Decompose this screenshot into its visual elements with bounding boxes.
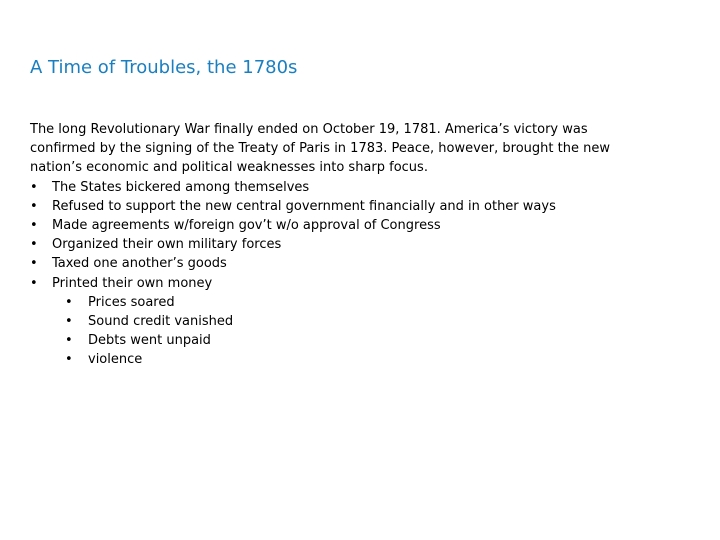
bullet-icon: • — [30, 198, 38, 214]
slide-title: A Time of Troubles, the 1780s — [30, 57, 298, 78]
sub-list-item — [30, 350, 620, 369]
bullet-list — [30, 178, 620, 293]
sub-list-item-text: Debts went unpaid — [88, 333, 211, 349]
sub-list-item-text: Sound credit vanished — [88, 314, 234, 330]
list-item — [30, 216, 620, 235]
bullet-icon: • — [65, 314, 73, 330]
bullet-icon: • — [30, 275, 38, 291]
list-item-text: Printed their own money — [52, 275, 213, 291]
list-item — [30, 197, 620, 216]
bullet-icon: • — [65, 352, 73, 368]
list-item-text: Made agreements w/foreign gov’t w/o approval of Congress — [52, 218, 441, 234]
bullet-icon: • — [65, 294, 73, 310]
bullet-icon: • — [30, 256, 38, 272]
list-item — [30, 274, 620, 293]
list-item-text: Refused to support the new central government financially and in other ways — [52, 198, 556, 214]
bullet-icon: • — [30, 179, 38, 195]
slide-body — [30, 120, 620, 370]
sub-list-item — [30, 312, 620, 331]
list-item — [30, 254, 620, 273]
intro-paragraph: The long Revolutionary War finally ended on October 19, 1781. America’s victory was confirmed by the signing of the Treaty of Paris in 1783. Peace, however, brought the new nation’s economic and political weaknesses into sharp focus. — [30, 122, 610, 176]
sub-list-item-text: violence — [88, 352, 143, 368]
sub-list-item — [30, 293, 620, 312]
list-item-text: Taxed one another’s goods — [52, 256, 227, 272]
list-item-text: Organized their own military forces — [52, 237, 282, 253]
list-item-text: The States bickered among themselves — [52, 179, 310, 195]
sub-list-item — [30, 331, 620, 350]
bullet-icon: • — [30, 218, 38, 234]
bullet-icon: • — [65, 333, 73, 349]
list-item — [30, 235, 620, 254]
sub-bullet-list — [30, 293, 620, 370]
list-item — [30, 178, 620, 197]
bullet-icon: • — [30, 237, 38, 253]
sub-list-item-text: Prices soared — [88, 294, 175, 310]
